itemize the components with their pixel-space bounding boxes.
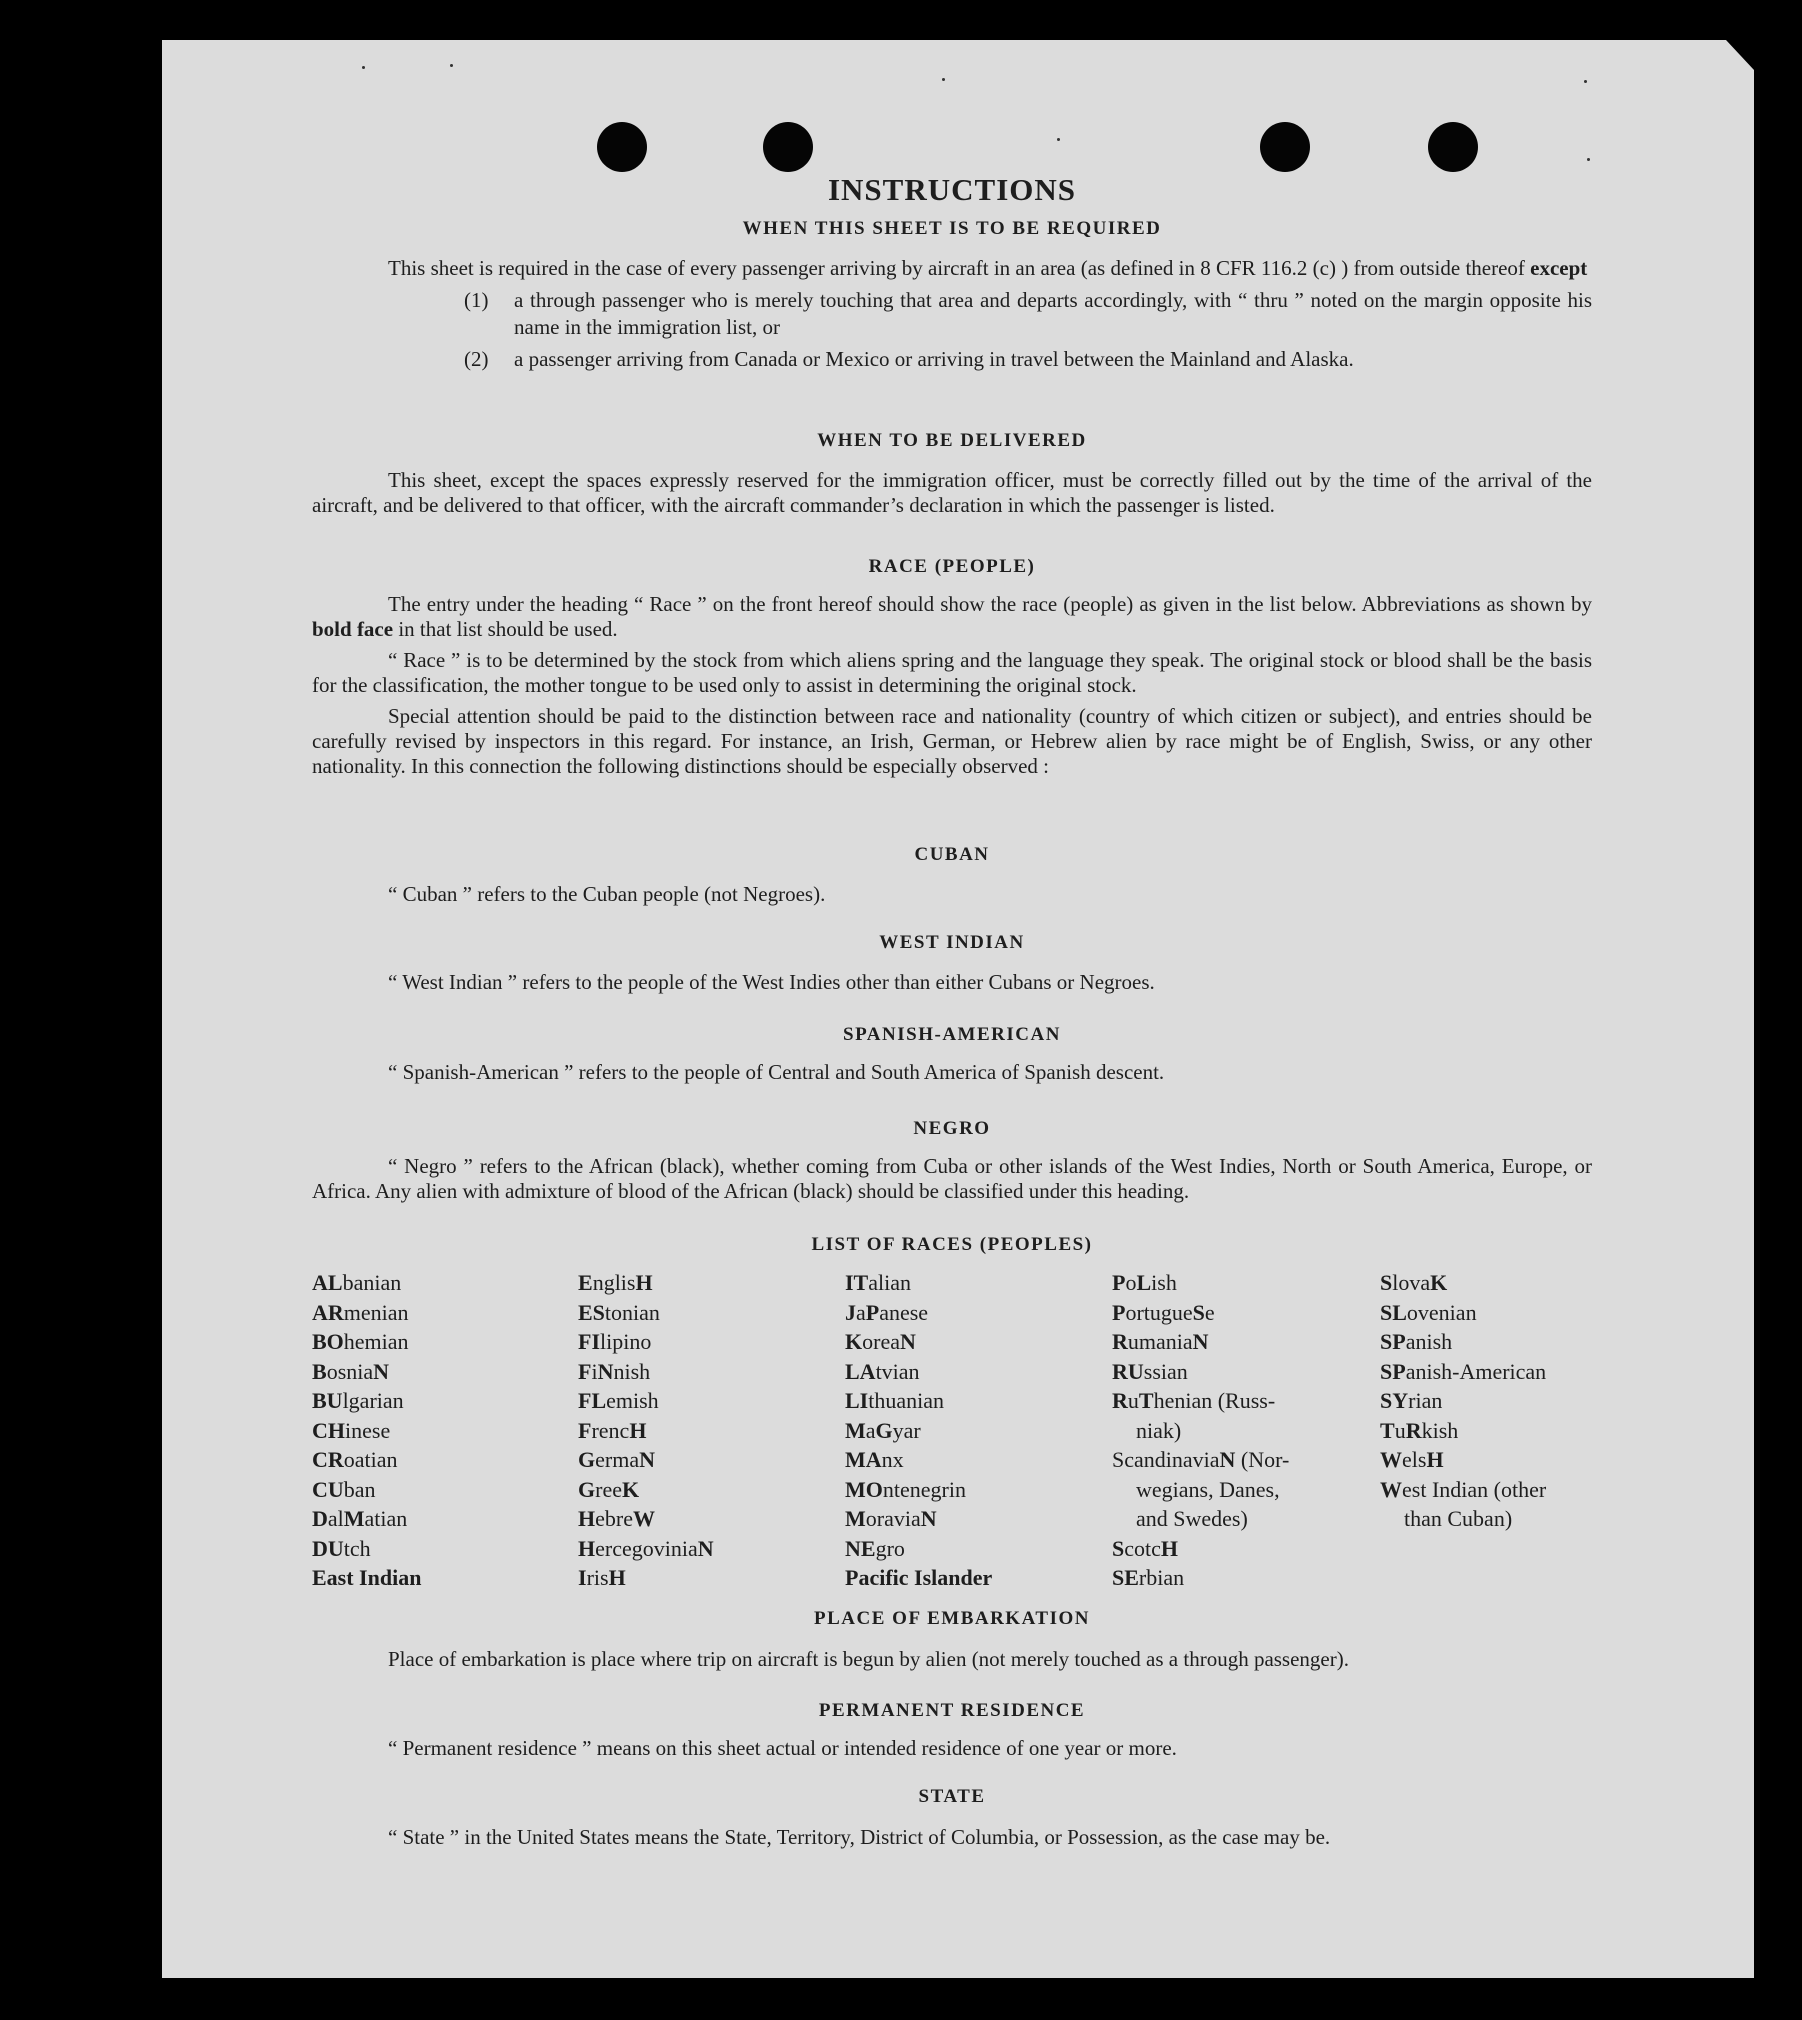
race-name-text: a	[865, 1417, 876, 1443]
list-item-text: a through passenger who is merely touching that area and departs accordingly, with “ thru ” noted on the margin opposite his name in the immigration list, or	[514, 288, 1592, 339]
race-entry	[578, 1563, 714, 1593]
race-abbreviation: ES	[578, 1299, 605, 1325]
race-name-text: tvian	[875, 1358, 920, 1384]
race-name-text: nglis	[592, 1270, 636, 1295]
race-paragraph-3: Special attention should be paid to the distinction between race and nationality (country of which citizen or subject), and entries should be carefully revised by inspectors in this regard. For instance, an Irish, German, or Hebrew alien by race might be of English, Swiss, or any other nationality. In this connection the following distinctions should be especially observed :	[312, 704, 1592, 778]
race-entry	[1112, 1563, 1289, 1593]
race-abbreviation: K	[621, 1476, 640, 1502]
race-name-text: anish	[1405, 1329, 1453, 1354]
race-entry	[312, 1445, 421, 1475]
race-abbreviation: LA	[845, 1358, 876, 1384]
punch-hole	[1260, 122, 1310, 172]
race-abbreviation: N	[899, 1329, 916, 1354]
race-abbreviation: F	[578, 1417, 592, 1443]
race-abbreviation: SE	[1112, 1565, 1139, 1590]
race-paragraph-1	[312, 592, 1592, 642]
race-column	[312, 1268, 421, 1593]
punch-hole	[1428, 122, 1478, 172]
race-entry	[312, 1563, 421, 1593]
when-required-except: except	[1530, 256, 1588, 280]
race-name-text: alian	[868, 1270, 912, 1295]
race-name-text: anish-American	[1405, 1358, 1547, 1384]
race-entry	[845, 1357, 992, 1387]
race-name-text: u	[1127, 1388, 1139, 1413]
race-entry	[312, 1386, 421, 1416]
race-entry	[845, 1268, 992, 1298]
race-entry	[312, 1504, 421, 1534]
race-abbreviation: T	[1380, 1417, 1395, 1443]
race-abbreviation: AL	[312, 1270, 343, 1295]
race-name-text: ercegovinia	[595, 1535, 698, 1561]
race-abbreviation: P	[865, 1299, 880, 1325]
race-abbreviation: East Indian	[312, 1565, 422, 1590]
race-abbreviation: BO	[312, 1329, 344, 1354]
speck	[450, 64, 453, 67]
race-name-text: than Cuban)	[1404, 1506, 1513, 1531]
race-name-text: ish	[1151, 1270, 1177, 1295]
race-entry	[1112, 1475, 1289, 1505]
west-indian-heading: WEST INDIAN	[879, 932, 1025, 953]
race-name-text: est Indian (other	[1402, 1476, 1547, 1502]
race-name-text: i	[591, 1358, 598, 1384]
race-column	[578, 1268, 714, 1593]
race-abbreviation: DU	[312, 1535, 344, 1561]
race-entry	[312, 1416, 421, 1446]
race-name-text: ree	[595, 1476, 622, 1502]
race-entry	[312, 1475, 421, 1505]
race-abbreviation: H	[635, 1270, 653, 1295]
race-entry	[312, 1534, 421, 1564]
race-name-text: rbian	[1138, 1565, 1185, 1590]
race-abbreviation: E	[578, 1270, 593, 1295]
race-name-text: oravia	[865, 1506, 921, 1531]
speck	[362, 66, 365, 69]
state-text: “ State ” in the United States means the State, Territory, District of Columbia, or Possession, as the case may be.	[388, 1825, 1331, 1849]
race-name-text: erma	[595, 1447, 640, 1472]
race-name-text: osnia	[326, 1358, 374, 1384]
race-abbreviation: S	[1112, 1535, 1125, 1561]
race-abbreviation: T	[1138, 1388, 1154, 1413]
race-entry	[1112, 1327, 1289, 1357]
race-abbreviation: J	[845, 1299, 856, 1325]
list-item-number: (1)	[464, 288, 489, 312]
race-column	[1380, 1268, 1546, 1534]
when-required-section	[312, 256, 1592, 373]
race-name-text: tonian	[604, 1299, 660, 1325]
race-name-text: ntenegrin	[882, 1476, 966, 1502]
punch-hole	[763, 122, 813, 172]
race-name-text: (Nor-	[1235, 1447, 1290, 1472]
race-entry	[1380, 1475, 1546, 1505]
race-name-text: ortugue	[1125, 1299, 1193, 1325]
race-abbreviation: SP	[1380, 1358, 1406, 1384]
race-entry	[578, 1416, 714, 1446]
cuban-heading: CUBAN	[914, 844, 990, 865]
punch-hole	[597, 122, 647, 172]
race-entry	[1380, 1504, 1546, 1534]
race-entry	[1380, 1445, 1546, 1475]
race-name-text: henian (Russ-	[1153, 1388, 1276, 1413]
race-entry	[312, 1357, 421, 1387]
race-name-text: wegians, Danes,	[1136, 1476, 1280, 1502]
race-entry	[312, 1268, 421, 1298]
race-entry	[1112, 1357, 1289, 1387]
when-required-heading: WHEN THIS SHEET IS TO BE REQUIRED	[742, 218, 1162, 239]
state-heading: STATE	[918, 1786, 986, 1807]
race-column	[845, 1268, 992, 1593]
race-name-text: al	[327, 1506, 344, 1531]
race-entry	[1112, 1268, 1289, 1298]
race-abbreviation: G	[578, 1476, 596, 1502]
race-entry	[845, 1445, 992, 1475]
race-abbreviation: H	[629, 1417, 647, 1443]
speck	[1587, 158, 1590, 161]
race-name-text: nish	[613, 1358, 651, 1384]
page-title: INSTRUCTIONS	[827, 172, 1076, 207]
race-entry	[1380, 1416, 1546, 1446]
race-entry	[578, 1268, 714, 1298]
race-abbreviation: SL	[1380, 1299, 1407, 1325]
race-abbreviation: M	[845, 1417, 866, 1443]
race-paragraph-2: “ Race ” is to be determined by the stock from which aliens spring and the language they speak. The original stock or blood shall be the basis for the classification, the mother tongue to be used only to assist in determining the original stock.	[312, 648, 1592, 697]
race-abbreviation: RU	[1112, 1358, 1144, 1384]
race-abbreviation: H	[608, 1565, 626, 1590]
race-abbreviation: SY	[1380, 1388, 1409, 1413]
race-abbreviation: N	[1219, 1447, 1236, 1472]
race-p1-text: The entry under the heading “ Race ” on the front hereof should show the race (people) as given in the list below. Abbreviations as shown by	[388, 592, 1592, 616]
race-entry	[578, 1445, 714, 1475]
race-name-text: inese	[345, 1417, 391, 1443]
race-abbreviation: H	[578, 1506, 596, 1531]
race-entry	[578, 1504, 714, 1534]
race-abbreviation: FI	[578, 1329, 600, 1354]
race-entry	[312, 1298, 421, 1328]
permanent-residence-text: “ Permanent residence ” means on this sheet actual or intended residence of one year or more.	[388, 1736, 1177, 1760]
race-name-text: ban	[343, 1476, 376, 1502]
race-name-text: lova	[1392, 1270, 1431, 1295]
speck	[1057, 138, 1060, 141]
race-abbreviation: NE	[845, 1535, 876, 1561]
race-entry	[845, 1327, 992, 1357]
race-entry	[845, 1475, 992, 1505]
race-abbreviation: G	[875, 1417, 893, 1443]
race-name-text: and Swedes)	[1136, 1506, 1248, 1531]
race-abbreviation: N	[697, 1535, 714, 1561]
race-abbreviation: FL	[578, 1388, 607, 1413]
race-name-text: kish	[1421, 1417, 1459, 1443]
race-entry	[845, 1534, 992, 1564]
race-abbreviation: IT	[845, 1270, 869, 1295]
race-abbreviation: CR	[312, 1447, 344, 1472]
race-name-text: yar	[892, 1417, 921, 1443]
race-name-text: niak)	[1136, 1417, 1182, 1443]
race-abbreviation: R	[1405, 1417, 1422, 1443]
race-entry	[1380, 1268, 1546, 1298]
race-abbreviation: N	[639, 1447, 655, 1472]
race-abbreviation: L	[1136, 1270, 1152, 1295]
race-name-text: umania	[1127, 1329, 1193, 1354]
list-item	[312, 287, 1592, 341]
race-abbreviation: K	[845, 1329, 863, 1354]
list-item-number: (2)	[464, 347, 489, 371]
race-entry	[312, 1327, 421, 1357]
race-entry	[1380, 1327, 1546, 1357]
west-indian-text: “ West Indian ” refers to the people of the West Indies other than either Cubans or Negroes.	[388, 970, 1155, 994]
race-abbreviation: LI	[845, 1388, 869, 1413]
race-heading: RACE (PEOPLE)	[868, 556, 1036, 577]
race-abbreviation: H	[578, 1535, 596, 1561]
race-abbreviation: M	[845, 1506, 866, 1531]
race-entry	[578, 1386, 714, 1416]
race-name-text: rian	[1408, 1388, 1443, 1413]
race-entry	[845, 1504, 992, 1534]
race-name-text: gro	[875, 1535, 905, 1561]
race-name-text: cotc	[1124, 1535, 1161, 1561]
race-abbreviation: R	[1112, 1388, 1128, 1413]
embarkation-heading: PLACE OF EMBARKATION	[814, 1608, 1090, 1629]
race-name-text: menian	[343, 1299, 409, 1325]
race-column	[1112, 1268, 1289, 1593]
race-name-text: lgarian	[342, 1388, 404, 1413]
spanish-american-heading: SPANISH-AMERICAN	[843, 1024, 1061, 1045]
when-delivered-text: This sheet, except the spaces expressly reserved for the immigration officer, must be correctly filled out by the time of the arrival of the aircraft, and be delivered to that officer, with the aircraft commander’s declaration in which the passenger is listed.	[312, 468, 1592, 517]
race-name-text: banian	[342, 1270, 402, 1295]
race-abbreviation: CH	[312, 1417, 345, 1443]
race-name-text: thuanian	[868, 1388, 945, 1413]
race-name-text: hemian	[343, 1329, 409, 1354]
race-abbreviation: AR	[312, 1299, 344, 1325]
race-entry	[1112, 1534, 1289, 1564]
race-entry	[845, 1416, 992, 1446]
race-name-text: tch	[343, 1535, 371, 1561]
race-abbreviation: K	[1430, 1270, 1448, 1295]
speck	[1584, 80, 1587, 83]
race-entry	[1380, 1298, 1546, 1328]
race-name-text: anese	[879, 1299, 929, 1325]
race-abbreviation: BU	[312, 1388, 343, 1413]
race-abbreviation: W	[1380, 1447, 1402, 1472]
race-name-text: ris	[586, 1565, 609, 1590]
speck	[942, 78, 945, 81]
race-name-text: lipino	[600, 1329, 652, 1354]
race-abbreviation: S	[1380, 1270, 1393, 1295]
race-abbreviation: N	[920, 1506, 937, 1531]
race-entry	[1112, 1445, 1289, 1475]
race-abbreviation: P	[1112, 1270, 1126, 1295]
race-entry	[1112, 1386, 1289, 1416]
race-abbreviation: M	[343, 1506, 365, 1531]
spanish-american-text: “ Spanish-American ” refers to the people of Central and South America of Spanish descent.	[388, 1060, 1165, 1084]
list-of-races-heading: LIST OF RACES (PEOPLES)	[811, 1234, 1093, 1255]
permanent-residence-heading: PERMANENT RESIDENCE	[818, 1700, 1086, 1721]
race-abbreviation: Pacific Islander	[845, 1565, 993, 1590]
embarkation-text: Place of embarkation is place where trip on aircraft is begun by alien (not merely touched as a through passenger).	[388, 1647, 1349, 1671]
race-abbreviation: MO	[845, 1476, 883, 1502]
race-entry	[578, 1327, 714, 1357]
race-entry	[578, 1298, 714, 1328]
race-abbreviation: D	[312, 1506, 328, 1531]
race-abbreviation: H	[1160, 1535, 1179, 1561]
race-name-text: atian	[364, 1506, 408, 1531]
race-entry	[1380, 1386, 1546, 1416]
cuban-text: “ Cuban ” refers to the Cuban people (not Negroes).	[388, 882, 826, 906]
race-abbreviation: MA	[845, 1447, 882, 1472]
race-abbreviation: N	[597, 1358, 614, 1384]
race-abbreviation: B	[312, 1358, 327, 1384]
race-name-text: e	[1204, 1299, 1215, 1325]
race-entry	[845, 1298, 992, 1328]
race-name-text: emish	[606, 1388, 659, 1413]
race-name-text: ovenian	[1406, 1299, 1477, 1325]
race-abbreviation: SP	[1380, 1329, 1406, 1354]
when-delivered-heading: WHEN TO BE DELIVERED	[817, 430, 1087, 451]
race-name-text: els	[1402, 1447, 1427, 1472]
race-list	[312, 1268, 1592, 1598]
race-entry	[845, 1563, 992, 1593]
race-name-text: Scandinavia	[1112, 1447, 1220, 1472]
race-abbreviation: W	[1380, 1476, 1402, 1502]
race-abbreviation: G	[578, 1447, 596, 1472]
race-name-text: a	[856, 1299, 866, 1325]
race-name-text: ebre	[595, 1506, 633, 1531]
when-required-intro	[312, 256, 1592, 281]
list-item	[312, 346, 1592, 373]
race-entry	[1112, 1416, 1289, 1446]
race-abbreviation: N	[1192, 1329, 1209, 1354]
race-abbreviation: S	[1192, 1299, 1205, 1325]
race-entry	[1112, 1298, 1289, 1328]
race-name-text: u	[1394, 1417, 1406, 1443]
race-entry	[578, 1475, 714, 1505]
race-p1-text-end: in that list should be used.	[398, 617, 618, 641]
race-p1-bold: bold face	[312, 617, 394, 641]
race-entry	[578, 1534, 714, 1564]
list-item-text: a passenger arriving from Canada or Mexico or arriving in travel between the Mainland and Alaska.	[514, 347, 1354, 371]
race-name-text: nx	[881, 1447, 904, 1472]
race-name-text: orea	[862, 1329, 900, 1354]
race-section	[312, 592, 1592, 779]
race-abbreviation: P	[1112, 1299, 1126, 1325]
race-entry	[1380, 1357, 1546, 1387]
race-abbreviation: R	[1112, 1329, 1128, 1354]
race-abbreviation: W	[632, 1506, 655, 1531]
negro-heading: NEGRO	[913, 1118, 991, 1139]
race-name-text: ssian	[1143, 1358, 1188, 1384]
race-abbreviation: H	[1426, 1447, 1444, 1472]
race-abbreviation: I	[578, 1565, 587, 1590]
race-abbreviation: N	[373, 1358, 390, 1384]
race-entry	[578, 1357, 714, 1387]
when-required-intro-text: This sheet is required in the case of every passenger arriving by aircraft in an area (as defined in 8 CFR 116.2 (c) ) from outside thereof	[388, 256, 1525, 280]
race-name-text: oatian	[343, 1447, 398, 1472]
race-entry	[1112, 1504, 1289, 1534]
race-name-text: o	[1125, 1270, 1137, 1295]
race-abbreviation: CU	[312, 1476, 344, 1502]
race-entry	[845, 1386, 992, 1416]
negro-text: “ Negro ” refers to the African (black), whether coming from Cuba or other islands of the West Indies, North or South America, Europe, or Africa. Any alien with admixture of blood of the African (black) should be classified under this heading.	[312, 1154, 1592, 1203]
race-name-text: renc	[591, 1417, 630, 1443]
race-abbreviation: F	[578, 1358, 592, 1384]
